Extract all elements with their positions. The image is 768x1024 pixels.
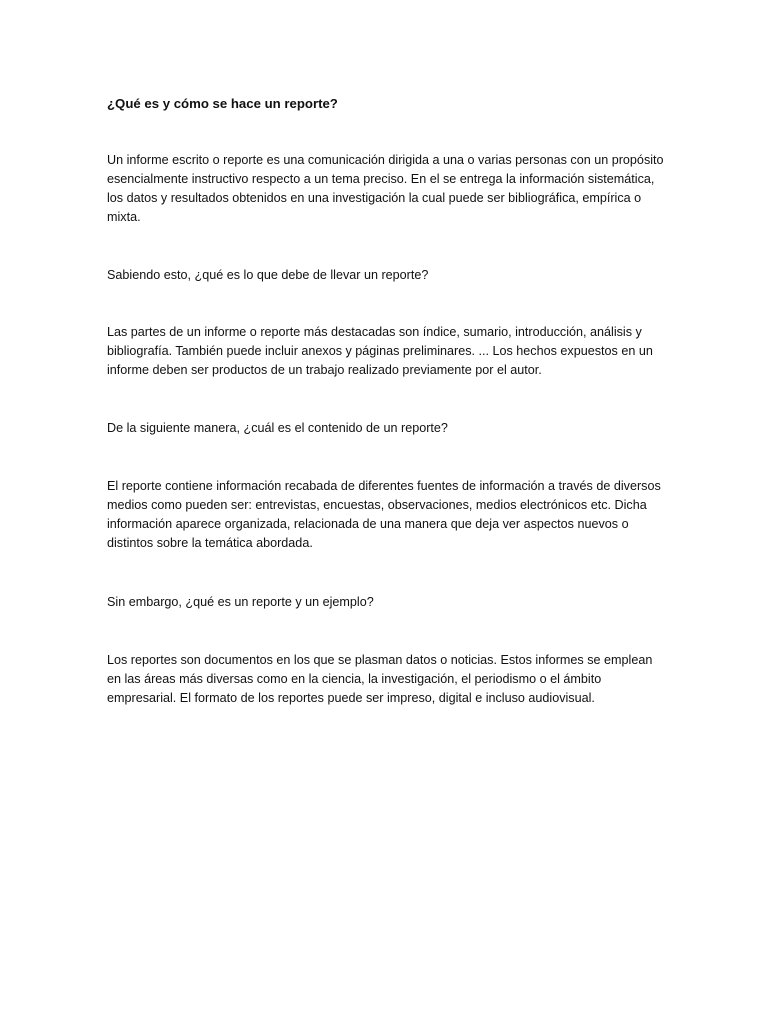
paragraph-content: El reporte contiene información recabada de diferentes fuentes de información a través de diversos medios como pueden ser: entrevistas, encuestas, observaciones, medios electrónicos etc. Dicha información aparece organizada, relacionada de una manera que deja ver aspectos nuevos o distintos sobre la temática abordada. bbox=[107, 479, 661, 550]
paragraph-parts: Las partes de un informe o reporte más destacadas son índice, sumario, introducción, análisis y bibliografía. También puede incluir anexos y páginas preliminares. ... Los hechos expuestos en un informe deben ser productos de un trabajo realizado previamente por el autor. bbox=[107, 325, 653, 377]
question-content: De la siguiente manera, ¿cuál es el contenido de un reporte? bbox=[107, 421, 448, 435]
question-contents: Sabiendo esto, ¿qué es lo que debe de llevar un reporte? bbox=[107, 268, 429, 282]
paragraph-definition: Un informe escrito o reporte es una comunicación dirigida a una o varias personas con un propósito esencialmente instructivo respecto a un tema preciso. En el se entrega la información sistemática, los datos y resultados obtenidos en una investigación la cual puede ser bibliográfica, empírica o mixta. bbox=[107, 153, 664, 224]
paragraph-example: Los reportes son documentos en los que se plasman datos o noticias. Estos informes se emplean en las áreas más diversas como en la ciencia, la investigación, el periodismo o el ámbito empresarial. El formato de los reportes puede ser impreso, digital e incluso audiovisual. bbox=[107, 653, 653, 705]
document-title: ¿Qué es y cómo se hace un reporte? bbox=[107, 96, 338, 111]
question-example: Sin embargo, ¿qué es un reporte y un ejemplo? bbox=[107, 595, 374, 609]
